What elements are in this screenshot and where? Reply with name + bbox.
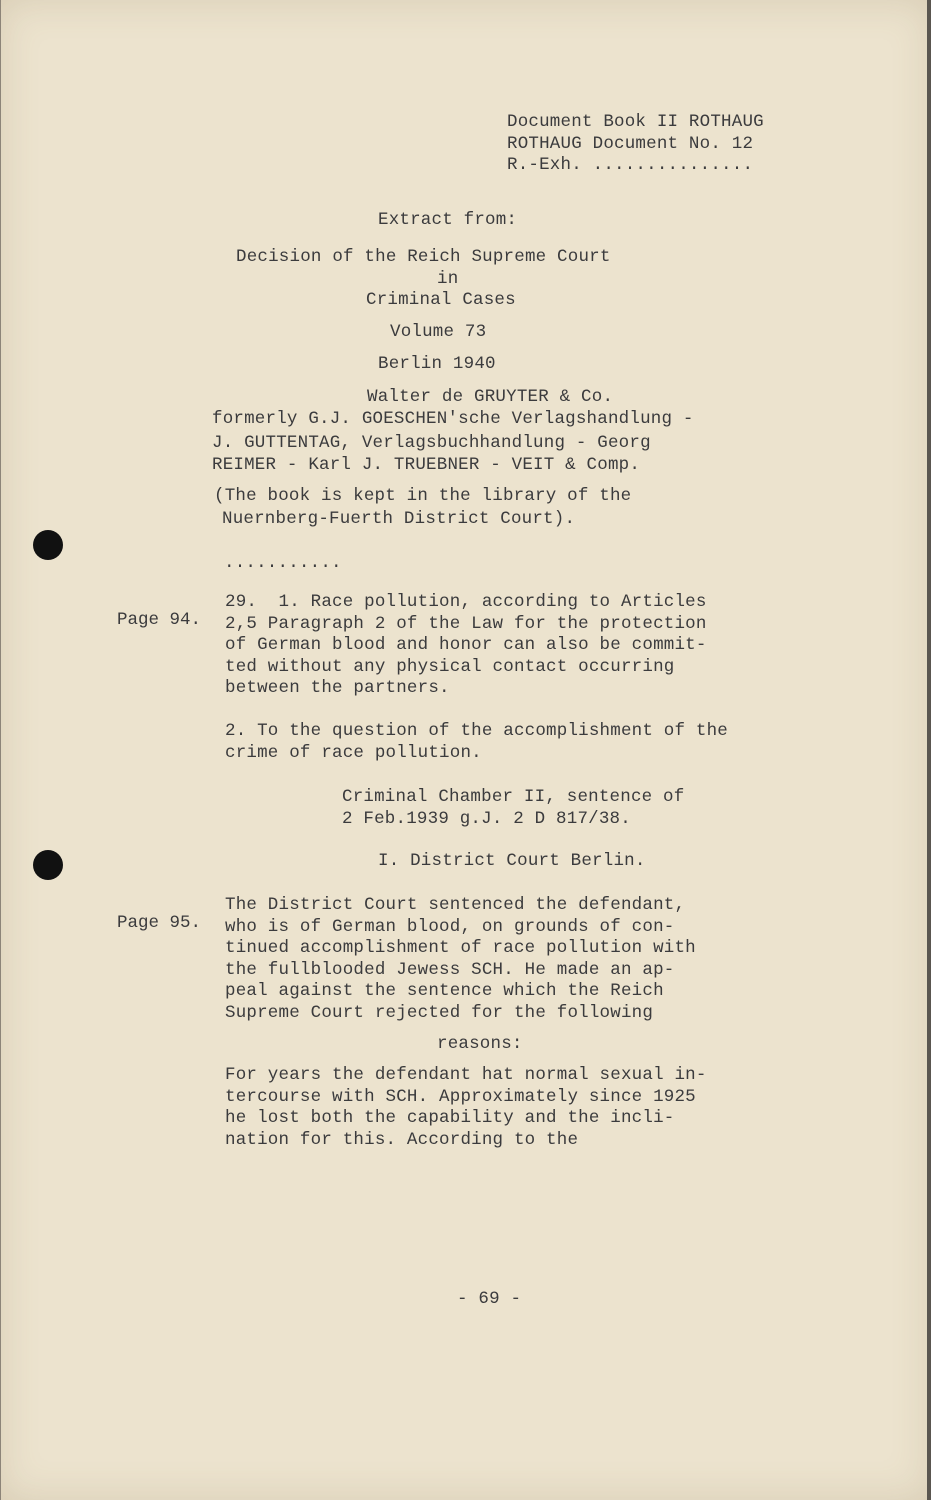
- reasons-line: For years the defendant hat normal sexual in-: [225, 1065, 707, 1085]
- document-reference: [507, 112, 764, 177]
- headnote-1: [225, 592, 707, 700]
- page-edge-left: [0, 0, 1, 1500]
- document-book-line: Document Book II ROTHAUG: [507, 112, 764, 132]
- library-note-line-1: (The book is kept in the library of the: [214, 486, 632, 506]
- folio-page-94: Page 94.: [117, 609, 202, 630]
- district-court-line: I. District Court Berlin.: [378, 851, 646, 871]
- chamber-citation-line: 2 Feb.1939 g.J. 2 D 817/38.: [342, 808, 631, 829]
- reasons-paragraph: [225, 1065, 707, 1151]
- punch-hole-lower: [33, 850, 63, 880]
- title-in: in: [437, 269, 459, 289]
- reasons-line: tercourse with SCH. Approximately since 1925: [225, 1086, 696, 1107]
- case-facts-line: tinued accomplishment of race pollution with: [225, 938, 696, 959]
- headnote-1-line: ted without any physical contact occurring: [225, 656, 675, 677]
- reasons-line: nation for this. According to the: [225, 1129, 579, 1150]
- headnote-1-line: 29. 1. Race pollution, according to Articles: [225, 592, 707, 612]
- case-facts-line: Supreme Court rejected for the following: [225, 1002, 654, 1023]
- place-year-line: Berlin 1940: [378, 354, 496, 374]
- punch-hole-upper: [33, 530, 63, 560]
- title-criminal-cases: Criminal Cases: [366, 290, 516, 310]
- volume-line: Volume 73: [390, 322, 487, 342]
- page-edge-right: [927, 0, 931, 1500]
- extract-heading: Extract from:: [378, 210, 518, 230]
- page-number: - 69 -: [457, 1289, 522, 1309]
- headnote-1-line: between the partners.: [225, 678, 450, 699]
- publisher-line-1: Walter de GRUYTER & Co.: [367, 387, 614, 407]
- case-facts-paragraph: [225, 895, 696, 1025]
- headnote-2: [225, 721, 728, 764]
- publisher-line-4: REIMER - Karl J. TRUEBNER - VEIT & Comp.: [212, 455, 641, 475]
- publisher-line-2: formerly G.J. GOESCHEN'sche Verlagshandlung -: [212, 409, 694, 429]
- case-facts-line: The District Court sentenced the defendant,: [225, 895, 686, 915]
- case-facts-line: the fullblooded Jewess SCH. He made an ap-: [225, 959, 675, 980]
- chamber-citation: [342, 787, 684, 830]
- case-facts-line: who is of German blood, on grounds of con-: [225, 916, 675, 937]
- folio-page-95: Page 95.: [117, 912, 202, 933]
- case-facts-line: peal against the sentence which the Reich: [225, 981, 664, 1002]
- exhibit-line: R.-Exh. ...............: [507, 155, 754, 176]
- reasons-heading: reasons:: [437, 1034, 523, 1054]
- headnote-1-line: 2,5 Paragraph 2 of the Law for the protection: [225, 613, 707, 634]
- publisher-line-3: J. GUTTENTAG, Verlagsbuchhandlung - Georg: [212, 433, 651, 453]
- headnote-1-line: of German blood and honor can also be commit-: [225, 635, 707, 656]
- separator-dots: ...........: [224, 553, 342, 573]
- reasons-line: he lost both the capability and the incli-: [225, 1108, 675, 1129]
- library-note-line-2: Nuernberg-Fuerth District Court).: [222, 509, 576, 529]
- decision-title: Decision of the Reich Supreme Court: [236, 247, 611, 267]
- headnote-2-line: 2. To the question of the accomplishment of the: [225, 721, 728, 741]
- headnote-2-line: crime of race pollution.: [225, 742, 482, 763]
- chamber-citation-line: Criminal Chamber II, sentence of: [342, 787, 685, 807]
- document-number-line: ROTHAUG Document No. 12: [507, 133, 754, 154]
